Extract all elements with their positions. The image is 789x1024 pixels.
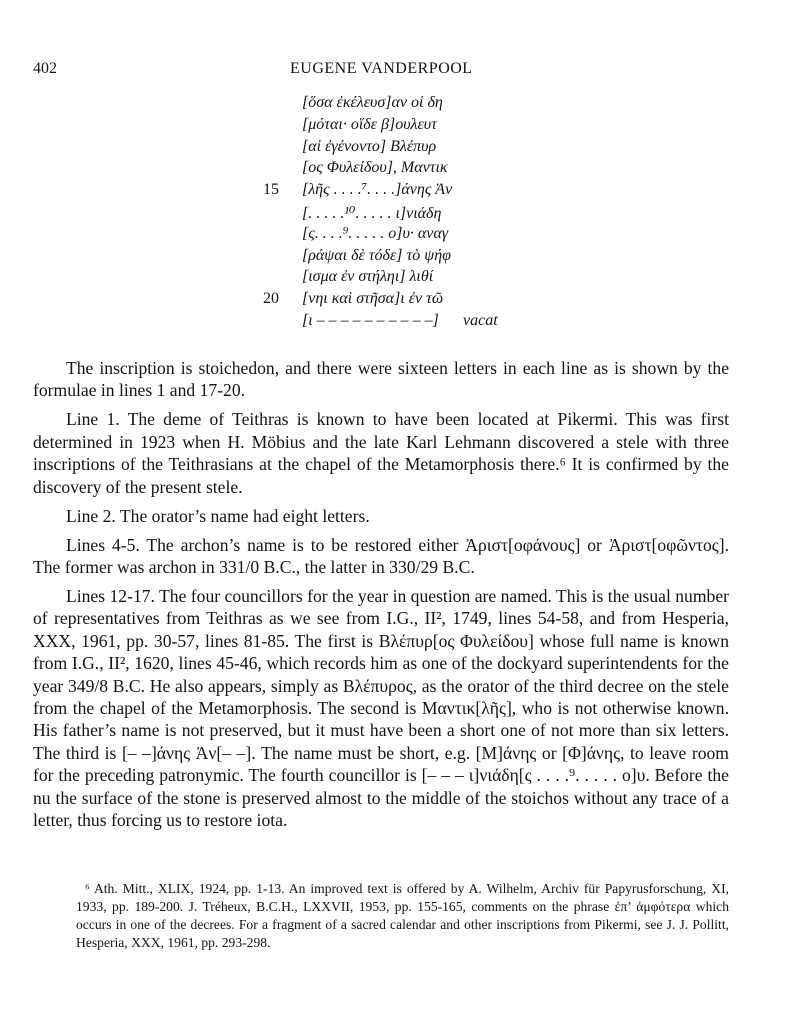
inscription-line <box>0 267 789 289</box>
inscription-text: [ισμα ἐν στήληι] λιθί <box>302 268 434 286</box>
commentary <box>33 357 729 838</box>
inscription-text: [νηι καὶ στῆσα]ι ἐν τῶ <box>302 290 444 308</box>
inscription-line <box>0 202 789 224</box>
inscription-text: [ος Φυλείδου], Μαντικ <box>302 159 448 177</box>
inscription-line <box>0 93 789 115</box>
inscription-line <box>0 115 789 137</box>
inscription-text: [ράψαι δὲ τόδε] τὸ ψήφ <box>302 246 451 264</box>
inscription-line <box>0 311 789 333</box>
inscription-text: [αἱ ἐγένοντο] Βλέπυρ <box>302 137 437 155</box>
inscription-block <box>0 93 789 333</box>
inscription-text: [μόται· οἵδε β]ουλευτ <box>302 115 437 133</box>
paragraph: Line 2. The orator’s name had eight letters. <box>66 505 370 526</box>
inscription-line <box>0 224 789 246</box>
paragraph: Line 1. The deme of Teithras is known to have been located at Pikermi. This was first determined in 1923 when H. Möbius and the late Karl Lehmann discovered a stele with three inscriptions of the Teithrasians at the chapel of the Metamorphosis there.⁶ It is confirmed by the discovery of the present stele. <box>33 409 729 497</box>
inscription-line <box>0 246 789 268</box>
line-number: 15 <box>263 181 279 199</box>
running-head: EUGENE VANDERPOOL <box>290 60 473 77</box>
paragraph: Lines 4-5. The archon’s name is to be restored either Ἀριστ[οφάνους] or Ἀριστ[οφῶντος]. The former was archon in 331/0 B.C., the latter in 330/29 B.C. <box>33 534 729 578</box>
inscription-text: [ς. . . .⁹. . . . . ο]υ· αναγ <box>302 224 449 242</box>
inscription-text: [. . . . .¹⁰. . . . . ι]νιάδη <box>302 204 442 222</box>
page-number: 402 <box>33 60 57 77</box>
paragraph: Lines 12-17. The four councillors for the year in question are named. This is the usual number of representatives from Teithras as we see from I.G., II², 1749, lines 54-58, and from Hesperia, XXX, 1961, pp. 30-57, lines 81-85. The first is Βλέπυρ[ος Φυλείδου] whose full name is known from I.G., II², 1620, lines 45-46, which records him as one of the dockyard superintendents for the year 349/8 B.C. He also appears, simply as Βλέπυρος, as the orator of the third decree on the stele from the chapel of the Metamorphosis. The second is Μαντικ[λῆς], who is not otherwise known. His father’s name is not preserved, but it must have been a short one of not more than six letters. The third is [– –]άνης Ἀν[– –]. The name must be short, e.g. [Μ]άνης or [Φ]άνης, to leave room for the preceding patronymic. The fourth councillor is [– – – ι]νιάδη[ς . . . .⁹. . . . . ο]υ. Before the nu the surface of the stone is preserved almost to the middle of the stoichos without any trace of a letter, thus forcing us to restore iota. <box>33 586 729 831</box>
inscription-line <box>0 180 789 202</box>
inscription-line <box>0 289 789 311</box>
inscription-text: [ι – – – – – – – – – –] <box>302 311 439 329</box>
paragraph: The inscription is stoichedon, and there were sixteen letters in each line as is shown by the formulae in lines 1 and 17-20. <box>33 358 729 401</box>
inscription-text: [λῆς . . . .⁷. . . .]άνης Ἀν <box>302 181 453 199</box>
line-number: 20 <box>263 290 279 308</box>
footnote: ⁶ Ath. Mitt., XLIX, 1924, pp. 1-13. An improved text is offered by A. Wilhelm, Archiv für Papyrusforschung, XI, 1933, pp. 189-200. J. Tréheux, B.C.H., LXXVII, 1953, pp. 155-165, comments on the phrase ἐπ’ ἀμφότερα which occurs in one of the decrees. For a fragment of a sacred calendar and other inscriptions from Pikermi, see J. J. Pollitt, Hesperia, XXX, 1961, pp. 293-298. <box>76 881 729 950</box>
inscription-line <box>0 137 789 159</box>
vacat-label: vacat <box>463 311 498 329</box>
inscription-line <box>0 158 789 180</box>
inscription-text: [ὅσα ἐκέλευσ]αν οἱ δη <box>302 94 443 111</box>
